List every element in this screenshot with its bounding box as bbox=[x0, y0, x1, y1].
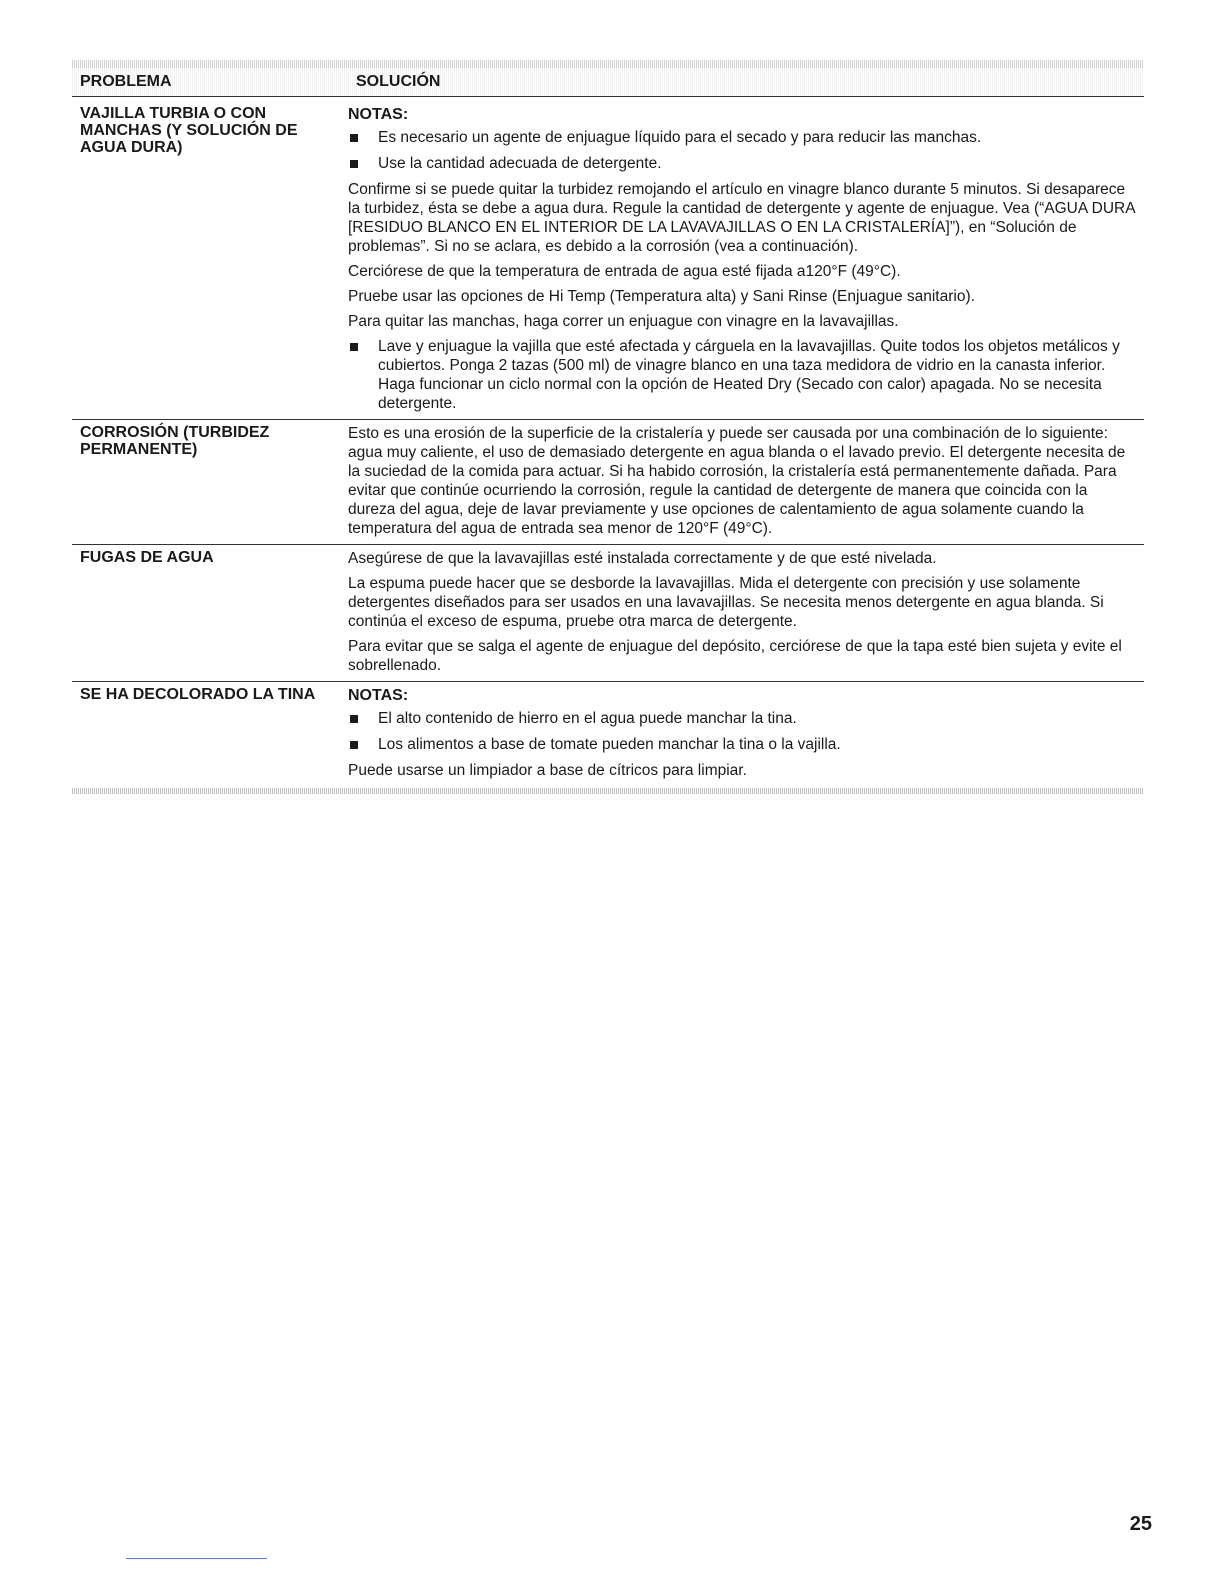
bullet-icon bbox=[348, 128, 378, 147]
solution-paragraph: Asegúrese de que la lavavajillas esté instalada correctamente y de que esté nivelada. bbox=[348, 550, 937, 567]
footer-shading bbox=[72, 788, 1144, 794]
notes-title: NOTAS: bbox=[348, 106, 409, 123]
solution-paragraph: Esto es una erosión de la superficie de la cristalería y puede ser causada por una combinación de lo siguiente: agua muy caliente, el uso de demasiado detergente en agua blanda o el lavado previo. El detergente necesita de la suciedad de la comida para actuar. Si ha habido corrosión, la cristalería está permanentemente dañada. Para evitar que continúe ocurriendo la corrosión, regule la cantidad de detergente de manera que coincida con la dureza del agua, deje de lavar previamente y use opciones de calentamiento de agua solamente cuando la temperatura del agua de entrada sea menor de 120°F (49°C). bbox=[348, 425, 1126, 537]
bullet-icon bbox=[348, 337, 378, 413]
solution-paragraph: Cerciórese de que la temperatura de entrada de agua esté fijada a120°F (49°C). bbox=[348, 263, 901, 280]
bullet-item: Use la cantidad adecuada de detergente. bbox=[348, 154, 1138, 173]
troubleshooting-table bbox=[72, 60, 1144, 794]
table-row bbox=[72, 545, 1144, 682]
table-row bbox=[72, 97, 1144, 420]
solution-paragraph: Confirme si se puede quitar la turbidez remojando el artículo en vinagre blanco durante 5 minutos. Si desaparece la turbidez, ésta se debe a agua dura. Regule la cantidad de detergente y agente de enjuague. Vea (“AGUA DURA [RESIDUO BLANCO EN EL INTERIOR DE LA LAVAVAJILLAS O EN LA CRISTALERÍA]”), en “Solución de problemas”. Si no se aclara, es debido a la corrosión (vea a continuación). bbox=[348, 181, 1135, 255]
notes-title: NOTAS: bbox=[348, 687, 409, 704]
table-header bbox=[72, 68, 1144, 97]
solution-paragraph: Puede usarse un limpiador a base de cítricos para limpiar. bbox=[348, 762, 747, 779]
bullet-icon bbox=[348, 735, 378, 754]
header-shading bbox=[72, 60, 1144, 68]
header-solution: SOLUCIÓN bbox=[356, 73, 441, 90]
table-row bbox=[72, 420, 1144, 545]
solution-paragraph: Pruebe usar las opciones de Hi Temp (Temperatura alta) y Sani Rinse (Enjuague sanitario). bbox=[348, 288, 975, 305]
problem-cell: CORROSIÓN (TURBIDEZ PERMANENTE) bbox=[80, 424, 270, 458]
table-row bbox=[72, 682, 1144, 786]
solution-cell bbox=[348, 105, 1144, 413]
bullet-item: El alto contenido de hierro en el agua puede manchar la tina. bbox=[348, 709, 1138, 728]
bullet-item: Es necesario un agente de enjuague líquido para el secado y para reducir las manchas. bbox=[348, 128, 1138, 147]
solution-paragraph: La espuma puede hacer que se desborde la lavavajillas. Mida el detergente con precisión y use solamente detergentes diseñados para ser usados en una lavavajillas. Se necesita menos detergente en agua blanda. Si continúa el exceso de espuma, pruebe otra marca de detergente. bbox=[348, 575, 1104, 630]
bullet-item: Los alimentos a base de tomate pueden manchar la tina o la vajilla. bbox=[348, 735, 1138, 754]
problem-cell: SE HA DECOLORADO LA TINA bbox=[80, 686, 316, 703]
solution-cell bbox=[348, 424, 1144, 538]
problem-cell: FUGAS DE AGUA bbox=[80, 549, 214, 566]
bullet-icon bbox=[348, 154, 378, 173]
scan-artifact-line bbox=[126, 1558, 267, 1559]
solution-paragraph: Para quitar las manchas, haga correr un enjuague con vinagre en la lavavajillas. bbox=[348, 313, 899, 330]
page-number: 25 bbox=[1129, 1513, 1152, 1535]
solution-cell bbox=[348, 549, 1144, 675]
problem-cell: VAJILLA TURBIA O CON MANCHAS (Y SOLUCIÓN DE AGUA DURA) bbox=[80, 105, 298, 156]
bullet-icon bbox=[348, 709, 378, 728]
solution-paragraph: Para evitar que se salga el agente de enjuague del depósito, cerciórese de que la tapa esté bien sujeta y evite el sobrellenado. bbox=[348, 638, 1122, 674]
solution-cell bbox=[348, 686, 1144, 780]
bullet-item: Lave y enjuague la vajilla que esté afectada y cárguela en la lavavajillas. Quite todos los objetos metálicos y cubiertos. Ponga 2 tazas (500 ml) de vinagre blanco en una taza medidora de vidrio en la canasta inferior. Haga funcionar un ciclo normal con la opción de Heated Dry (Secado con calor) apagada. No se necesita detergente. bbox=[348, 337, 1138, 413]
header-problem: PROBLEMA bbox=[80, 73, 172, 90]
